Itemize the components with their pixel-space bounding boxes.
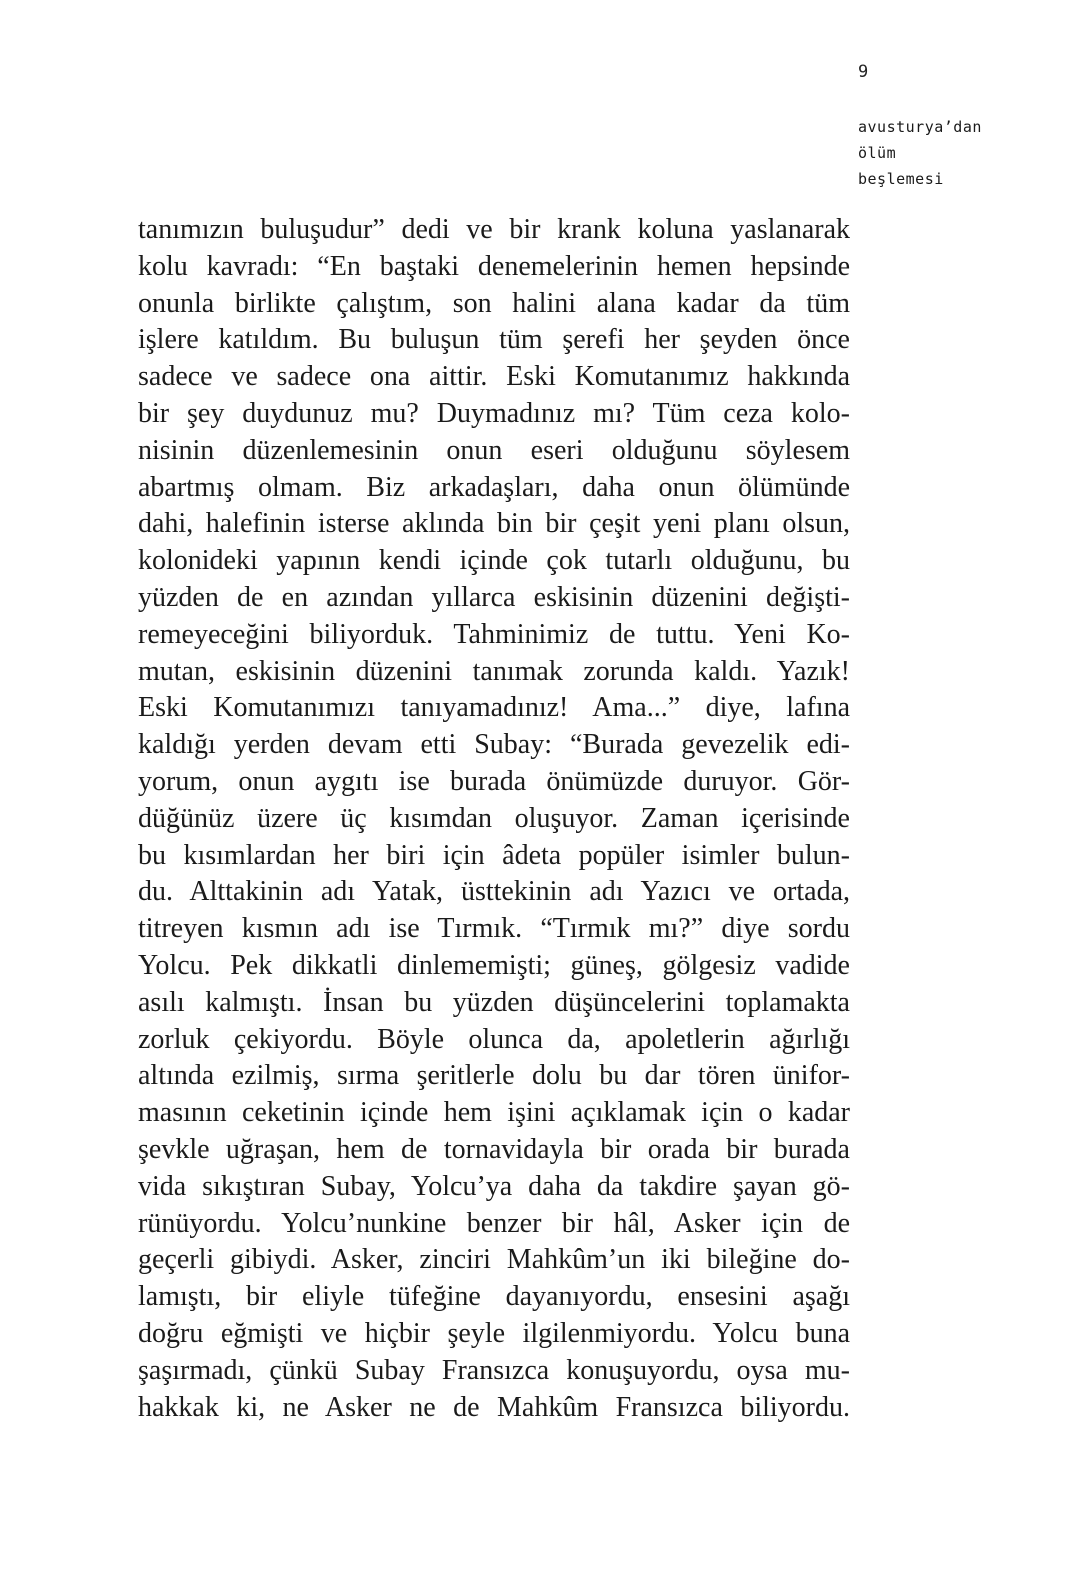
running-head-line: avusturya’dan: [858, 118, 982, 136]
text-line: şaşırmadı, çünkü Subay Fransızca konuşuyordu, oysa mu-: [138, 1354, 850, 1386]
text-line: asılı kalmıştı. İnsan bu yüzden düşüncelerini toplamakta: [138, 986, 850, 1018]
running-head: [858, 114, 982, 192]
running-head-line: ölüm: [858, 144, 897, 162]
text-line: zorluk çekiyordu. Böyle olunca da, apoletlerin ağırlığı: [138, 1023, 850, 1055]
text-line: işlere katıldım. Bu buluşun tüm şerefi her şeyden önce: [138, 324, 850, 356]
text-line: mutan, eskisinin düzenini tanımak zorunda kaldı. Yazık!: [138, 655, 850, 687]
text-line: hakkak ki, ne Asker ne de Mahkûm Fransızca biliyordu.: [138, 1391, 850, 1423]
text-line: şevkle uğraşan, hem de tornavidayla bir orada bir burada: [138, 1133, 850, 1165]
text-line: sadece ve sadece ona aittir. Eski Komutanımız hakkında: [138, 361, 850, 393]
text-line: kolonideki yapının kendi içinde çok tutarlı olduğunu, bu: [138, 545, 850, 577]
text-line: düğünüz üzere üç kısımdan oluşuyor. Zaman içerisinde: [138, 802, 850, 834]
text-line: kaldığı yerden devam etti Subay: “Burada gevezelik edi-: [138, 729, 850, 761]
text-line: doğru eğmişti ve hiçbir şeyle ilgilenmiyordu. Yolcu buna: [138, 1317, 850, 1349]
text-line: Yolcu. Pek dikkatli dinlememişti; güneş, gölgesiz vadide: [138, 949, 850, 981]
text-line: bu kısımlardan her biri için âdeta popüler isimler bulun-: [138, 839, 850, 871]
text-line: rünüyordu. Yolcu’nunkine benzer bir hâl, Asker için de: [138, 1207, 850, 1239]
text-line: yorum, onun aygıtı ise burada önümüzde duruyor. Gör-: [138, 765, 850, 797]
text-line: nisinin düzenlemesinin onun eseri olduğunu söylesem: [138, 434, 850, 466]
body-text: [138, 212, 850, 1426]
text-line: kolu kavradı: “En baştaki denemelerinin hemen hepsinde: [138, 250, 850, 282]
text-line: titreyen kısmın adı ise Tırmık. “Tırmık mı?” diye sordu: [138, 913, 850, 945]
running-head-line: beşlemesi: [858, 170, 944, 188]
text-line: bir şey duydunuz mu? Duymadınız mı? Tüm ceza kolo-: [138, 397, 850, 429]
text-line: altında ezilmiş, sırma şeritlerle dolu bu dar tören ünifor-: [138, 1060, 850, 1092]
text-line: tanımızın buluşudur” dedi ve bir krank koluna yaslanarak: [138, 214, 850, 245]
text-line: geçerli gibiydi. Asker, zinciri Mahkûm’un iki bileğine do-: [138, 1244, 850, 1276]
page-number: 9: [858, 62, 869, 82]
text-line: Eski Komutanımızı tanıyamadınız! Ama...” diye, lafına: [138, 692, 850, 724]
text-line: onunla birlikte çalıştım, son halini alana kadar da tüm: [138, 287, 850, 319]
text-line: abartmış olmam. Biz arkadaşları, daha onun ölümünde: [138, 471, 850, 503]
text-line: yüzden de en azından yıllarca eskisinin düzenini değişti-: [138, 581, 850, 613]
text-line: dahi, halefinin isterse aklında bin bir çeşit yeni planı olsun,: [138, 508, 850, 540]
text-line: du. Alttakinin adı Yatak, üsttekinin adı Yazıcı ve ortada,: [138, 876, 850, 908]
text-line: remeyeceğini biliyorduk. Tahminimiz de tuttu. Yeni Ko-: [138, 618, 850, 650]
text-line: lamıştı, bir eliyle tüfeğine dayanıyordu, ensesini aşağı: [138, 1281, 850, 1313]
text-line: vida sıkıştıran Subay, Yolcu’ya daha da takdire şayan gö-: [138, 1170, 850, 1202]
text-line: masının ceketinin içinde hem işini açıklamak için o kadar: [138, 1097, 850, 1129]
